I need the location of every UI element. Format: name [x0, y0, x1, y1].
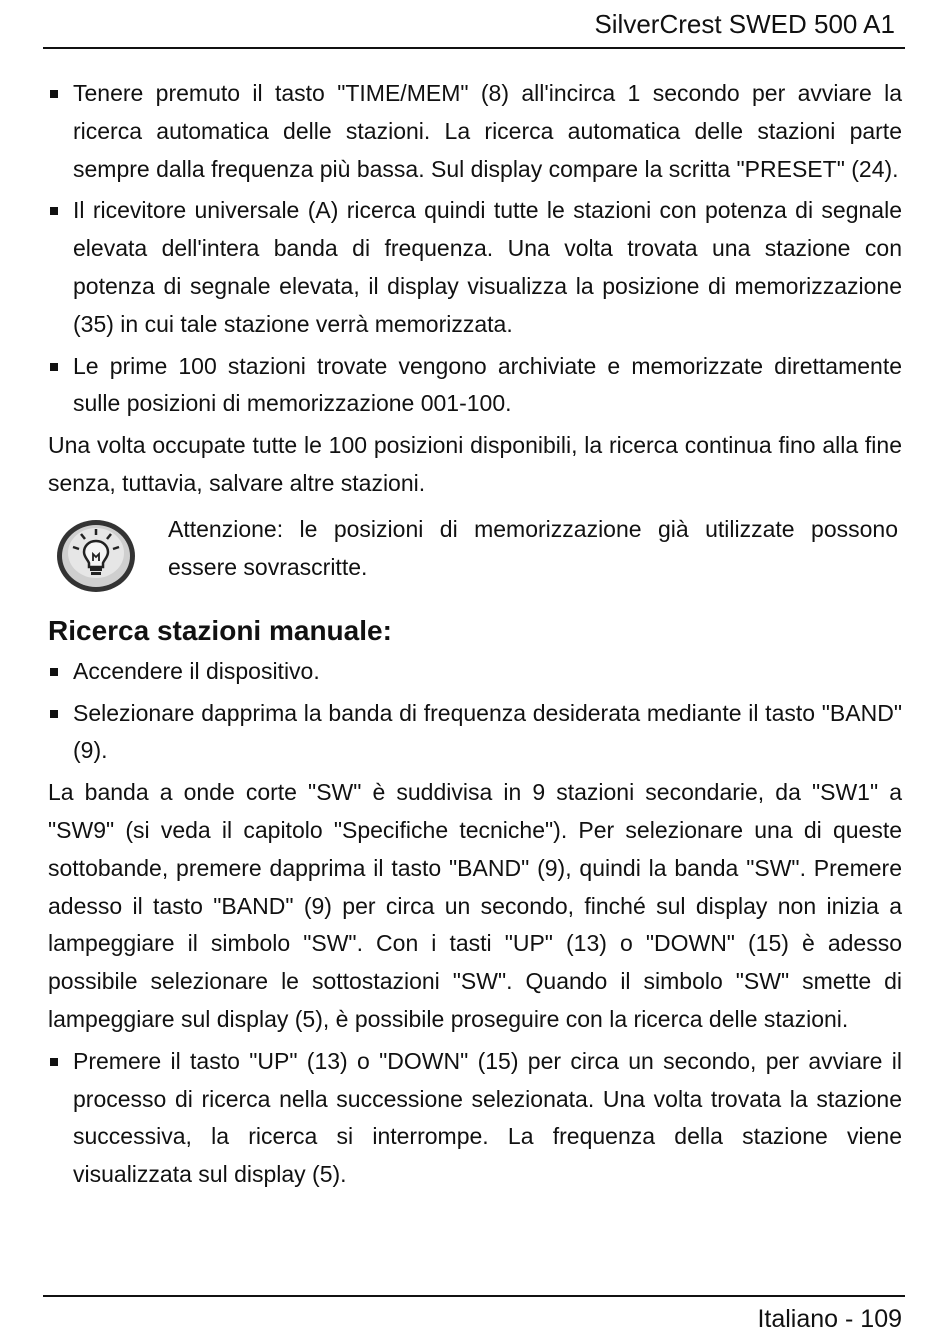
bullet-item — [48, 75, 902, 188]
note-text: Attenzione: le posizioni di memorizzazione già utilizzate possono essere sovrascritte. — [168, 515, 898, 580]
bullet-text: Selezionare dapprima la banda di frequenza desiderata mediante il tasto "BAND" (9). — [73, 699, 902, 764]
bullet-square-icon — [50, 207, 58, 215]
bullet-text: Le prime 100 stazioni trovate vengono archiviate e memorizzate direttamente sulle posizioni di memorizzazione 001-100. — [73, 352, 902, 417]
bullet-item — [48, 348, 902, 424]
lightbulb-icon — [54, 517, 138, 595]
paragraph: Una volta occupate tutte le 100 posizioni disponibili, la ricerca continua fino alla fine senza, tuttavia, salvare altre stazioni. — [48, 432, 902, 496]
bullet-square-icon — [50, 90, 58, 98]
bullet-item — [48, 695, 902, 771]
bullet-item — [48, 653, 902, 691]
header-title: SilverCrest SWED 500 A1 — [594, 9, 895, 39]
page-number: Italiano - 109 — [757, 1305, 902, 1333]
bullet-text: Premere il tasto "UP" (13) o "DOWN" (15) per circa un secondo, per avviare il processo di ricerca nella successione selezionata. Una volta trovata la stazione successiva, la ricerca si interrompe. La frequenza della stazione viene visualizzata sul display (5). — [73, 1047, 902, 1188]
bullet-square-icon — [50, 363, 58, 371]
page-content — [48, 75, 902, 1198]
bullet-square-icon — [50, 668, 58, 676]
bullet-text: Tenere premuto il tasto "TIME/MEM" (8) all'incirca 1 secondo per avviare la ricerca automatica delle stazioni. La ricerca automatica delle stazioni parte sempre dalla frequenza più bassa. Sul display compare la scritta "PRESET" (24). — [73, 80, 902, 182]
note-box — [48, 511, 902, 589]
footer-rule — [43, 1295, 905, 1297]
bullet-text: Accendere il dispositivo. — [73, 657, 320, 684]
header-rule — [43, 47, 905, 49]
bullet-item — [48, 192, 902, 343]
bullet-square-icon — [50, 710, 58, 718]
bullet-text: Il ricevitore universale (A) ricerca quindi tutte le stazioni con potenza di segnale elevata dell'intera banda di frequenza. Una volta trovata una stazione con potenza di segnale elevata, il display visualizza la posizione di memorizzazione (35) in cui tale stazione verrà memorizzata. — [73, 197, 902, 337]
bullet-square-icon — [50, 1058, 58, 1066]
bullet-item — [48, 1043, 902, 1194]
paragraph: La banda a onde corte "SW" è suddivisa in 9 stazioni secondarie, da "SW1" a "SW9" (si veda il capitolo "Specifiche tecniche"). Per selezionare una di queste sottobande, premere dapprima il tasto "BAND" (9), quindi la banda "SW". Premere adesso il tasto "BAND" (9) per circa un secondo, finché sul display non inizia a lampeggiare il simbolo "SW". Con i tasti "UP" (13) o "DOWN" (15) è adesso possibile selezionare le sottostazioni "SW". Quando il simbolo "SW" smette di lampeggiare sul display (5), è possibile proseguire con la ricerca delle stazioni. — [48, 779, 902, 1032]
section-heading: Ricerca stazioni manuale: — [48, 614, 392, 646]
